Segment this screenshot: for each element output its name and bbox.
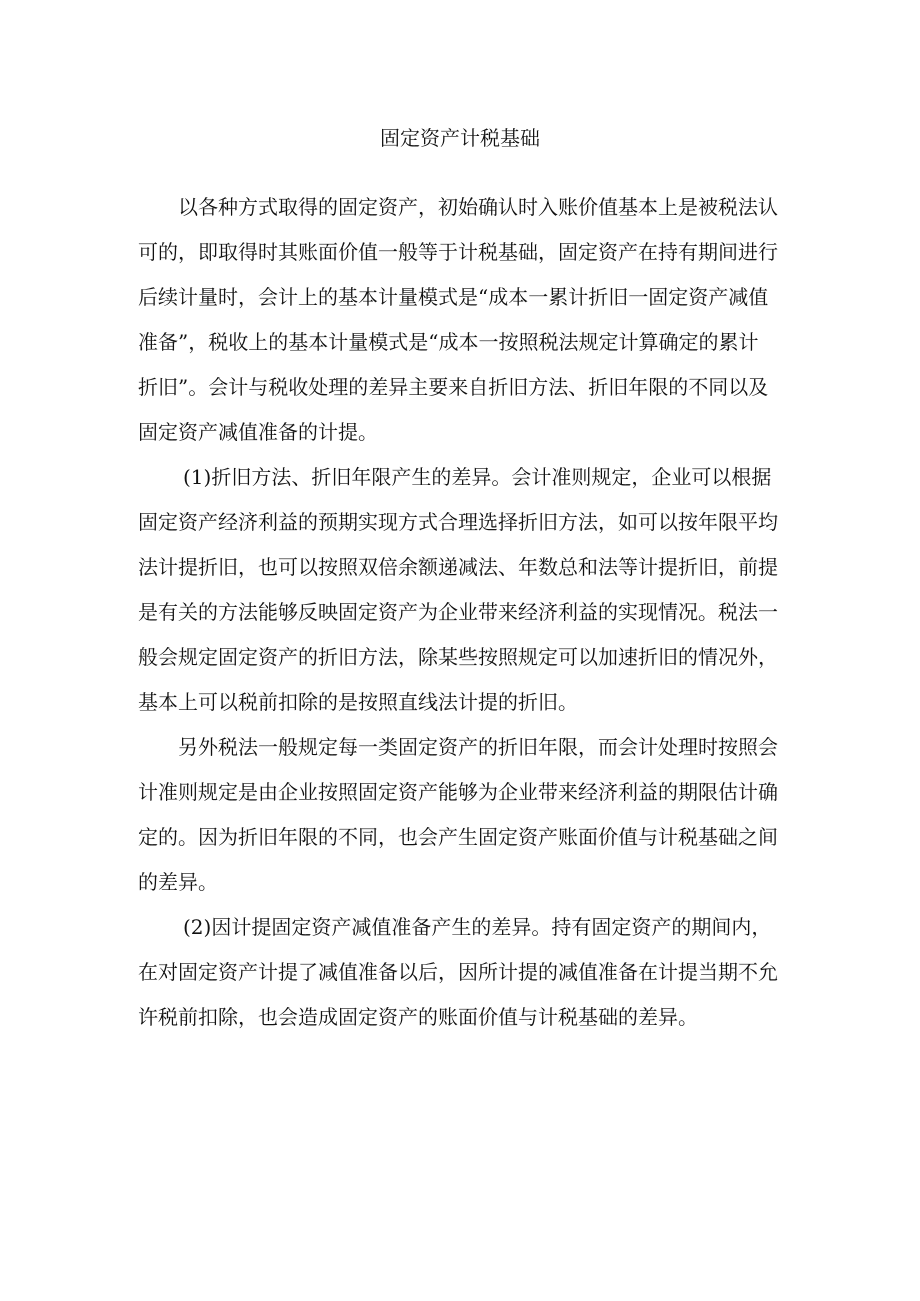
text-line: 折旧”。会计与税收处理的差异主要来自折旧方法、折旧年限的不同以及 [138,375,769,399]
text-line: 另外税法一般规定每一类固定资产的折旧年限，而会计处理时按照会 [178,735,778,759]
text-line: 许税前扣除，也会造成固定资产的账面价值与计税基础的差异。 [138,1005,698,1029]
text-line: 固定资产经济利益的预期实现方式合理选择折旧方法，如可以按年限平均 [138,510,778,534]
text-line: 在对固定资产计提了减值准备以后，因所计提的减值准备在计提当期不允 [138,960,778,984]
paragraph-depreciation-term [138,725,788,905]
text-line: 是有关的方法能够反映固定资产为企业带来经济利益的实现情况。税法一 [138,600,778,624]
text-line: 基本上可以税前扣除的是按照直线法计提的折旧。 [138,690,578,714]
text-line: 法计提折旧，也可以按照双倍余额递减法、年数总和法等计提折旧，前提 [138,555,778,579]
document-body [138,185,788,1040]
text-line: 的差异。 [138,870,218,894]
text-line: (1)折旧方法、折旧年限产生的差异。会计准则规定，企业可以根据 [183,465,772,489]
text-line: 计准则规定是由企业按照固定资产能够为企业带来经济利益的期限估计确 [138,780,778,804]
text-line: 固定资产减值准备的计提。 [138,420,378,444]
text-line: 以各种方式取得的固定资产，初始确认时入账价值基本上是被税法认 [178,195,778,219]
text-line: 后续计量时，会计上的基本计量模式是“成本一累计折旧一固定资产减值 [138,285,769,309]
text-line: (2)因计提固定资产减值准备产生的差异。持有固定资产的期间内， [183,915,772,939]
paragraph-intro [138,185,788,455]
text-line: 准备”，税收上的基本计量模式是“成本一按照税法规定计算确定的累计 [138,330,759,354]
paragraph-depreciation-method [138,455,788,725]
text-line: 可的，即取得时其账面价值一般等于计税基础，固定资产在持有期间进行 [138,240,778,264]
paragraph-impairment [138,905,788,1040]
text-line: 般会规定固定资产的折旧方法，除某些按照规定可以加速折旧的情况外， [138,645,778,669]
text-line: 定的。因为折旧年限的不同，也会产生固定资产账面价值与计税基础之间 [138,825,778,849]
document-title: 固定资产计税基础 [380,126,540,150]
